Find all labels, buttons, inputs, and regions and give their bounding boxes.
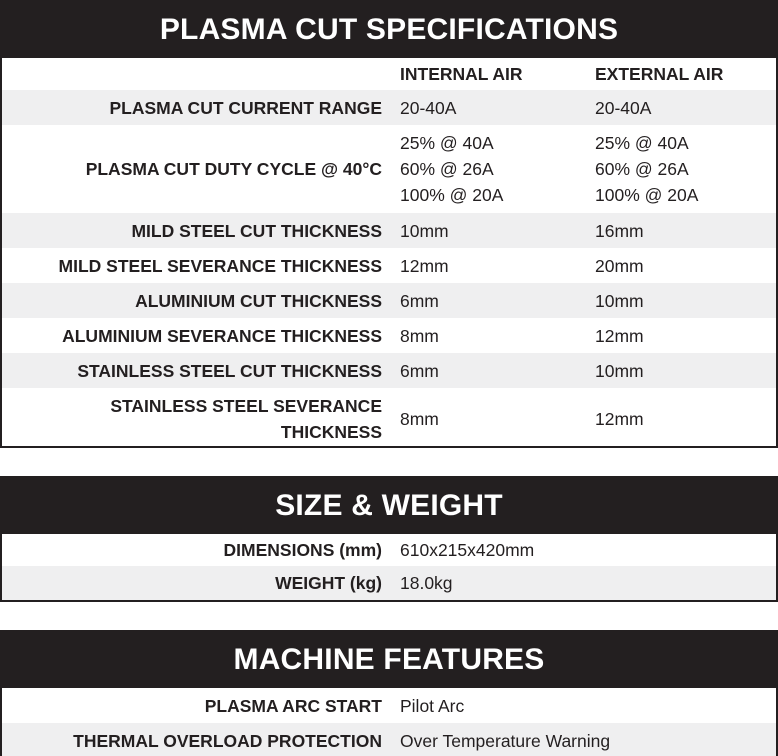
external-value: 25% @ 40A <box>595 133 689 153</box>
external-value: 10mm <box>595 290 644 311</box>
internal-value: 100% @ 20A <box>400 185 504 205</box>
internal-value: 8mm <box>400 325 439 346</box>
row-label <box>2 393 392 445</box>
row-value: 18.0kg <box>400 573 453 593</box>
size-weight-table <box>0 476 778 602</box>
table-row <box>2 213 776 248</box>
internal-value: 10mm <box>400 220 449 241</box>
table-row <box>2 723 776 756</box>
row-label: PLASMA ARC START <box>204 695 382 716</box>
row-label-line: THICKNESS <box>280 421 382 442</box>
table-row <box>2 353 776 388</box>
row-label: WEIGHT (kg) <box>275 573 382 593</box>
external-value: 20mm <box>595 255 644 276</box>
row-label: DIMENSIONS (mm) <box>223 540 382 560</box>
external-value: 12mm <box>595 408 644 429</box>
external-value: 60% @ 26A <box>595 159 689 179</box>
external-value: 16mm <box>595 220 644 241</box>
internal-value: 60% @ 26A <box>400 159 494 179</box>
table-row <box>2 534 776 566</box>
internal-air-header: INTERNAL AIR <box>400 64 523 84</box>
external-value: 20-40A <box>595 97 652 118</box>
row-value: 610x215x420mm <box>400 540 535 560</box>
table-row <box>2 688 776 723</box>
row-label: STAINLESS STEEL CUT THICKNESS <box>77 360 382 381</box>
internal-value: 8mm <box>400 408 439 429</box>
table-row <box>2 248 776 283</box>
internal-value: 12mm <box>400 255 449 276</box>
row-label: MILD STEEL CUT THICKNESS <box>131 220 382 241</box>
external-value: 12mm <box>595 325 644 346</box>
size-weight-title: SIZE & WEIGHT <box>2 478 776 534</box>
table-row <box>2 283 776 318</box>
internal-value: 6mm <box>400 360 439 381</box>
table-row <box>2 125 776 213</box>
table-row <box>2 566 776 600</box>
table-row <box>2 90 776 125</box>
table-row <box>2 388 776 449</box>
row-label: PLASMA CUT CURRENT RANGE <box>109 97 382 118</box>
table-row <box>2 318 776 353</box>
internal-value: 6mm <box>400 290 439 311</box>
row-value: Pilot Arc <box>400 695 465 716</box>
row-label: THERMAL OVERLOAD PROTECTION <box>73 730 382 751</box>
internal-value: 25% @ 40A <box>400 133 494 153</box>
external-air-header: EXTERNAL AIR <box>595 64 724 84</box>
row-label: ALUMINIUM SEVERANCE THICKNESS <box>62 325 382 346</box>
row-value: Over Temperature Warning <box>400 730 611 751</box>
internal-value-list <box>392 130 587 208</box>
external-value-list <box>587 130 776 208</box>
row-label: MILD STEEL SEVERANCE THICKNESS <box>58 255 382 276</box>
machine-features-title: MACHINE FEATURES <box>2 632 776 688</box>
column-header-row <box>2 58 776 90</box>
row-label-line: STAINLESS STEEL SEVERANCE <box>110 395 382 416</box>
row-label: ALUMINIUM CUT THICKNESS <box>135 290 382 311</box>
internal-value: 20-40A <box>400 97 457 118</box>
external-value: 10mm <box>595 360 644 381</box>
plasma-specs-title: PLASMA CUT SPECIFICATIONS <box>2 2 776 58</box>
machine-features-table <box>0 630 778 756</box>
row-label: PLASMA CUT DUTY CYCLE @ 40°C <box>85 159 382 179</box>
external-value: 100% @ 20A <box>595 185 699 205</box>
